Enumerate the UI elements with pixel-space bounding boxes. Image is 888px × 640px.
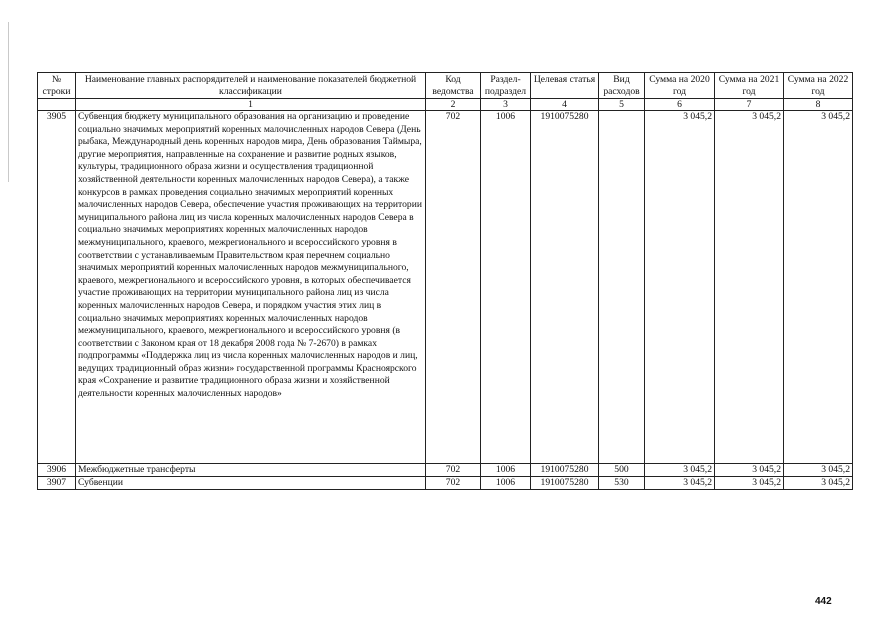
column-number: 1 [76,99,426,111]
column-number: 4 [531,99,599,111]
row-sum-2020: 3 045,2 [645,111,715,464]
row-sum-2021: 3 045,2 [715,464,784,477]
table-row [38,464,853,477]
column-number: 5 [599,99,645,111]
row-name: Субвенции [76,477,426,490]
table-row [38,111,853,464]
row-sum-2020: 3 045,2 [645,464,715,477]
row-target: 1910075280 [531,464,599,477]
row-name: Субвенция бюджету муниципального образования на организацию и проведение социально значимых мероприятий коренных малочисленных народов Севера (День рыбака, Международный день коренных народов мира, День образования Таймыра, другие мероприятия, направленные на сохранение и развитие родных языков, культуры, традиционного образа жизни и осуществления традиционной хозяйственной деятельности коренных малочисленных народов Севера), а также конкурсов в рамках проведения социально значимых мероприятий коренных малочисленных народов Севера, обеспечение участия проживающих на территории муниципального района лиц из числа коренных малочисленных народов Севера в социально значимых мероприятиях коренных малочисленных народов межмуниципального, краевого, межрегионального и всероссийского уровня в соответствии с устанавливаемым Правительством края перечнем социально значимых мероприятий коренных малочисленных народов межмуниципального, краевого, межрегионального и всероссийского уровня, в которых обеспечивается участие проживающих на территории муниципального района лиц из числа коренных малочисленных народов Севера, и порядком участия этих лиц в социально значимых мероприятиях коренных малочисленных народов межмуниципального, краевого, межрегионального и всероссийского уровня (в соответствии с Законом края от 18 декабря 2008 года № 7-2670) в рамках подпрограммы «Поддержка лиц из числа коренных малочисленных народов и лиц, ведущих традиционный образ жизни» государственной программы Красноярского края «Сохранение и развитие традиционного образа жизни и хозяйственной деятельности коренных малочисленных народов» [76,111,426,464]
row-name: Межбюджетные трансферты [76,464,426,477]
row-section: 1006 [481,464,531,477]
column-number: 8 [784,99,853,111]
header-row [38,73,853,99]
row-sum-2022: 3 045,2 [784,464,853,477]
row-sum-2021: 3 045,2 [715,477,784,490]
header-expense-type: Вид расходов [599,73,645,99]
row-target: 1910075280 [531,477,599,490]
header-sum-2020: Сумма на 2020 год [645,73,715,99]
row-dept-code: 702 [426,111,481,464]
header-section: Раздел-подраздел [481,73,531,99]
header-dept-code: Код ведомства [426,73,481,99]
row-expense-type: 500 [599,464,645,477]
column-number-row [38,99,853,111]
header-target: Целевая статья [531,73,599,99]
header-name: Наименование главных распорядителей и наименование показателей бюджетной классификации [76,73,426,99]
row-dept-code: 702 [426,477,481,490]
row-section: 1006 [481,477,531,490]
header-line-number: № строки [38,73,76,99]
row-line-number: 3907 [38,477,76,490]
budget-table [37,72,853,490]
row-dept-code: 702 [426,464,481,477]
row-section: 1006 [481,111,531,464]
row-line-number: 3905 [38,111,76,464]
margin-rule [8,22,9,182]
table-row [38,477,853,490]
column-number [38,99,76,111]
column-number: 7 [715,99,784,111]
column-number: 6 [645,99,715,111]
page-number: 442 [815,596,832,607]
row-target: 1910075280 [531,111,599,464]
row-sum-2020: 3 045,2 [645,477,715,490]
row-line-number: 3906 [38,464,76,477]
column-number: 2 [426,99,481,111]
row-expense-type [599,111,645,464]
row-expense-type: 530 [599,477,645,490]
row-sum-2022: 3 045,2 [784,111,853,464]
header-sum-2021: Сумма на 2021 год [715,73,784,99]
row-sum-2022: 3 045,2 [784,477,853,490]
column-number: 3 [481,99,531,111]
header-sum-2022: Сумма на 2022 год [784,73,853,99]
row-sum-2021: 3 045,2 [715,111,784,464]
